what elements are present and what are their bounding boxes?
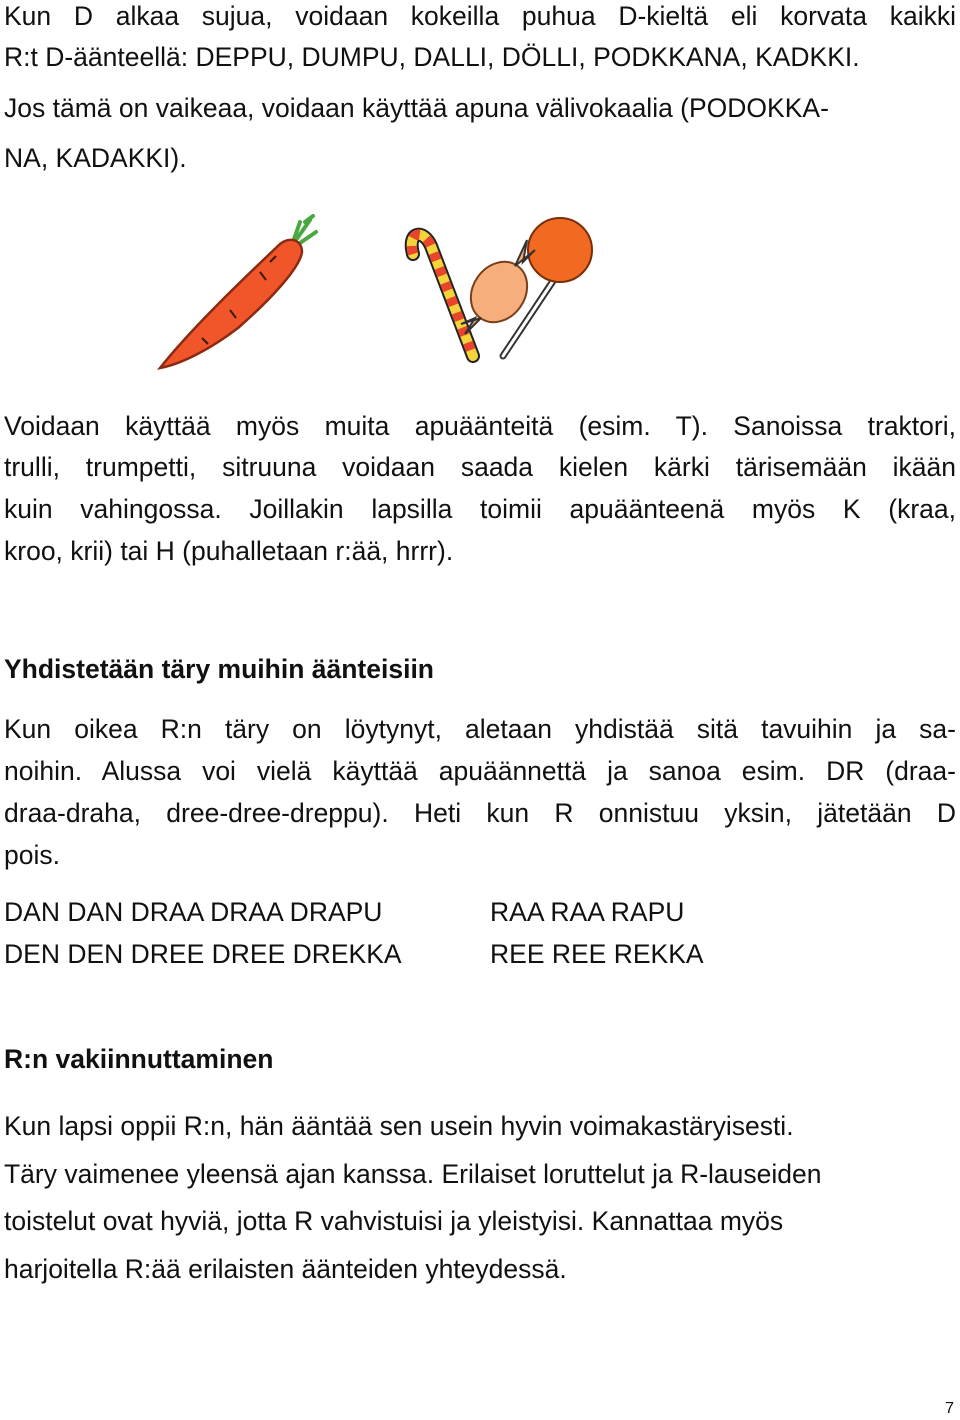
section-2-line-4: harjoitella R:ää erilaisten äänteiden yhteydessä. — [4, 1254, 567, 1284]
carrot-icon — [160, 240, 302, 368]
carrot-illustration — [150, 210, 330, 375]
drill-left-line-1: DAN DAN DRAA DRAA DRAPU — [4, 897, 383, 927]
candy-illustration — [395, 210, 605, 370]
section-2-line-3: toistelut ovat hyviä, jotta R vahvistuisi ja yleistyisi. Kannattaa myös — [4, 1206, 784, 1236]
section-heading-combine: Yhdistetään täry muihin äänteisiin — [4, 654, 434, 684]
candy-cane-icon — [412, 235, 473, 356]
paragraph-2-line-3: kuin vahingossa. Joillakin lapsilla toimii apuäänteenä myös K (kraa, — [4, 494, 956, 524]
section-2-line-1: Kun lapsi oppii R:n, hän ääntää sen usein hyvin voimakastäryisesti. — [4, 1111, 794, 1141]
section-1-line-3: draa-draha, dree-dree-dreppu). Heti kun R onnistuu yksin, jätetään D — [4, 798, 956, 828]
drill-left-line-2: DEN DEN DREE DREE DREKKA — [4, 939, 402, 969]
paragraph-2-line-4: kroo, krii) tai H (puhalletaan r:ää, hrrr). — [4, 536, 454, 566]
section-1-line-4: pois. — [4, 840, 60, 870]
paragraph-2-line-2: trulli, trumpetti, sitruuna voidaan saada kielen kärki tärisemään ikään — [4, 452, 956, 482]
section-1-line-1: Kun oikea R:n täry on löytynyt, aletaan yhdistää sitä tavuihin ja sa- — [4, 714, 956, 744]
paragraph-1-line-2: R:t D-äänteellä: DEPPU, DUMPU, DALLI, DÖLLI, PODKKANA, KADKKI. — [4, 42, 860, 72]
paragraph-1-line-4: NA, KADAKKI). — [4, 143, 187, 173]
section-heading-stabilize: R:n vakiinnuttaminen — [4, 1044, 274, 1074]
drill-right-line-1: RAA RAA RAPU — [490, 897, 685, 927]
carrot-leaves-icon — [293, 216, 316, 243]
page-number: 7 — [945, 1400, 954, 1417]
section-1-line-2: noihin. Alussa voi vielä käyttää apuäännettä ja sanoa esim. DR (draa- — [4, 756, 956, 786]
paragraph-1-line-3: Jos tämä on vaikeaa, voidaan käyttää apuna välivokaalia (PODOKKA- — [4, 93, 829, 123]
section-2-line-2: Täry vaimenee yleensä ajan kanssa. Erilaiset loruttelut ja R-lauseiden — [4, 1159, 822, 1189]
drill-right-line-2: REE REE REKKA — [490, 939, 704, 969]
paragraph-2-line-1: Voidaan käyttää myös muita apuäänteitä (esim. T). Sanoissa traktori, — [4, 411, 956, 441]
paragraph-1-line-1: Kun D alkaa sujua, voidaan kokeilla puhua D-kieltä eli korvata kaikki — [4, 1, 956, 31]
